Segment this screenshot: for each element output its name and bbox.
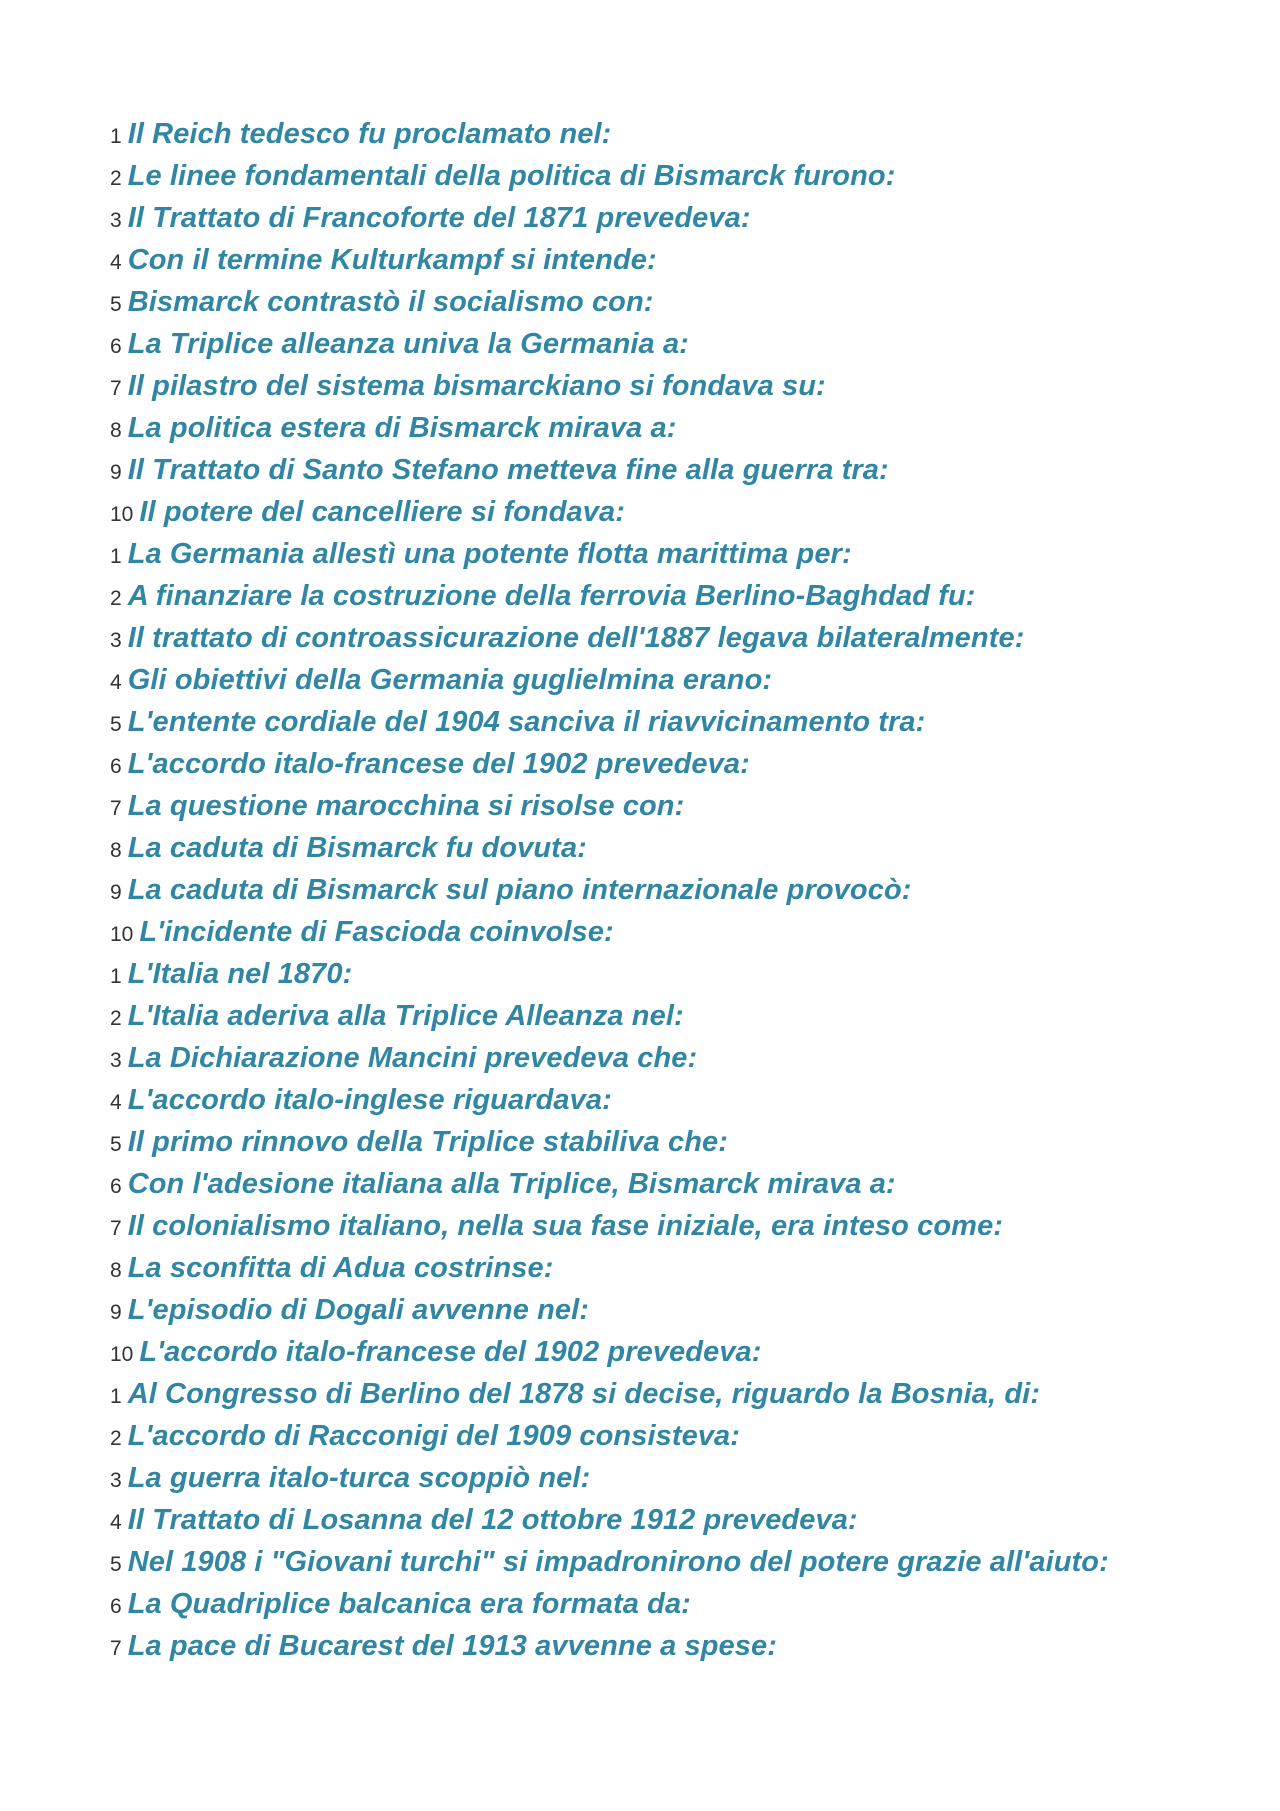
question-row xyxy=(110,496,1260,538)
question-row xyxy=(110,1210,1260,1252)
question-number: 4 xyxy=(110,1091,122,1114)
question-number: 6 xyxy=(110,1595,122,1618)
question-text: La caduta di Bismarck sul piano internazionale provocò: xyxy=(127,874,912,906)
question-row xyxy=(110,1378,1260,1420)
question-text: La politica estera di Bismarck mirava a: xyxy=(127,412,677,444)
question-text: La guerra italo-turca scoppiò nel: xyxy=(127,1462,591,1494)
question-number: 8 xyxy=(110,419,122,442)
question-number: 7 xyxy=(110,797,122,820)
question-number: 4 xyxy=(110,251,122,274)
question-text: La sconfitta di Adua costrinse: xyxy=(127,1252,554,1284)
question-text: Il pilastro del sistema bismarckiano si fondava su: xyxy=(127,370,826,402)
question-row xyxy=(110,580,1260,622)
question-row xyxy=(110,664,1260,706)
question-number: 2 xyxy=(110,1427,122,1450)
question-number: 5 xyxy=(110,1133,122,1156)
question-row xyxy=(110,1546,1260,1588)
question-text: Bismarck contrastò il socialismo con: xyxy=(127,286,654,318)
question-row xyxy=(110,454,1260,496)
question-number: 3 xyxy=(110,209,122,232)
question-number: 1 xyxy=(110,965,122,988)
question-row xyxy=(110,706,1260,748)
question-text: L'Italia aderiva alla Triplice Alleanza nel: xyxy=(127,1000,684,1032)
question-row xyxy=(110,328,1260,370)
question-list xyxy=(110,118,1260,1672)
question-row xyxy=(110,1630,1260,1672)
question-text: L'episodio di Dogali avvenne nel: xyxy=(127,1294,590,1326)
question-row xyxy=(110,286,1260,328)
question-row xyxy=(110,832,1260,874)
question-text: Il primo rinnovo della Triplice stabiliva che: xyxy=(127,1126,729,1158)
question-row xyxy=(110,1504,1260,1546)
question-number: 2 xyxy=(110,167,122,190)
question-number: 4 xyxy=(110,671,122,694)
question-number: 6 xyxy=(110,1175,122,1198)
question-text: La caduta di Bismarck fu dovuta: xyxy=(127,832,587,864)
question-text: L'entente cordiale del 1904 sanciva il riavvicinamento tra: xyxy=(127,706,926,738)
question-row xyxy=(110,748,1260,790)
question-text: Con l'adesione italiana alla Triplice, Bismarck mirava a: xyxy=(127,1168,896,1200)
question-row xyxy=(110,160,1260,202)
question-number: 1 xyxy=(110,1385,122,1408)
question-number: 9 xyxy=(110,1301,122,1324)
question-text: Il potere del cancelliere si fondava: xyxy=(139,496,625,528)
question-row xyxy=(110,370,1260,412)
question-text: L'accordo italo-francese del 1902 prevedeva: xyxy=(139,1336,762,1368)
question-number: 8 xyxy=(110,839,122,862)
question-row xyxy=(110,1000,1260,1042)
question-text: A finanziare la costruzione della ferrovia Berlino-Baghdad fu: xyxy=(127,580,976,612)
question-row xyxy=(110,1252,1260,1294)
question-text: Al Congresso di Berlino del 1878 si decise, riguardo la Bosnia, di: xyxy=(127,1378,1041,1410)
question-number: 5 xyxy=(110,713,122,736)
question-row xyxy=(110,1042,1260,1084)
question-number: 2 xyxy=(110,1007,122,1030)
question-text: L'accordo italo-francese del 1902 prevedeva: xyxy=(127,748,750,780)
question-row xyxy=(110,874,1260,916)
question-text: Gli obiettivi della Germania guglielmina erano: xyxy=(127,664,773,696)
question-number: 8 xyxy=(110,1259,122,1282)
question-row xyxy=(110,1126,1260,1168)
question-row xyxy=(110,202,1260,244)
question-text: Il colonialismo italiano, nella sua fase iniziale, era inteso come: xyxy=(127,1210,1004,1242)
question-text: Nel 1908 i "Giovani turchi" si impadronirono del potere grazie all'aiuto: xyxy=(127,1546,1109,1578)
question-row xyxy=(110,1084,1260,1126)
question-number: 6 xyxy=(110,335,122,358)
question-number: 1 xyxy=(110,125,122,148)
question-number: 10 xyxy=(110,503,134,526)
question-number: 3 xyxy=(110,629,122,652)
question-number: 5 xyxy=(110,293,122,316)
question-text: La Germania allestì una potente flotta marittima per: xyxy=(127,538,852,570)
question-text: Il trattato di controassicurazione dell'1887 legava bilateralmente: xyxy=(127,622,1025,654)
question-number: 2 xyxy=(110,587,122,610)
question-number: 5 xyxy=(110,1553,122,1576)
question-text: La questione marocchina si risolse con: xyxy=(127,790,685,822)
question-row xyxy=(110,622,1260,664)
question-row xyxy=(110,1420,1260,1462)
question-row xyxy=(110,1294,1260,1336)
question-number: 10 xyxy=(110,923,134,946)
question-text: La pace di Bucarest del 1913 avvenne a spese: xyxy=(127,1630,777,1662)
question-text: Il Trattato di Francoforte del 1871 prevedeva: xyxy=(127,202,751,234)
question-number: 7 xyxy=(110,1637,122,1660)
question-number: 3 xyxy=(110,1049,122,1072)
question-number: 7 xyxy=(110,377,122,400)
question-number: 1 xyxy=(110,545,122,568)
question-number: 9 xyxy=(110,461,122,484)
question-text: L'accordo di Racconigi del 1909 consisteva: xyxy=(127,1420,741,1452)
question-row xyxy=(110,538,1260,580)
question-text: Il Trattato di Losanna del 12 ottobre 1912 prevedeva: xyxy=(127,1504,858,1536)
question-text: Con il termine Kulturkampf si intende: xyxy=(127,244,657,276)
question-text: Il Reich tedesco fu proclamato nel: xyxy=(127,118,612,150)
question-row xyxy=(110,916,1260,958)
question-text: La Triplice alleanza univa la Germania a: xyxy=(127,328,689,360)
question-row xyxy=(110,790,1260,832)
question-text: L'accordo italo-inglese riguardava: xyxy=(127,1084,612,1116)
question-number: 4 xyxy=(110,1511,122,1534)
question-text: L'Italia nel 1870: xyxy=(127,958,353,990)
question-row xyxy=(110,1336,1260,1378)
question-number: 3 xyxy=(110,1469,122,1492)
question-number: 6 xyxy=(110,755,122,778)
question-number: 10 xyxy=(110,1343,134,1366)
question-row xyxy=(110,412,1260,454)
question-number: 7 xyxy=(110,1217,122,1240)
question-row xyxy=(110,958,1260,1000)
question-row xyxy=(110,1168,1260,1210)
question-text: La Quadriplice balcanica era formata da: xyxy=(127,1588,691,1620)
question-row xyxy=(110,1462,1260,1504)
question-row xyxy=(110,244,1260,286)
question-row xyxy=(110,118,1260,160)
question-text: La Dichiarazione Mancini prevedeva che: xyxy=(127,1042,698,1074)
question-number: 9 xyxy=(110,881,122,904)
question-text: Le linee fondamentali della politica di Bismarck furono: xyxy=(127,160,896,192)
question-row xyxy=(110,1588,1260,1630)
question-text: Il Trattato di Santo Stefano metteva fine alla guerra tra: xyxy=(127,454,889,486)
question-text: L'incidente di Fascioda coinvolse: xyxy=(139,916,614,948)
